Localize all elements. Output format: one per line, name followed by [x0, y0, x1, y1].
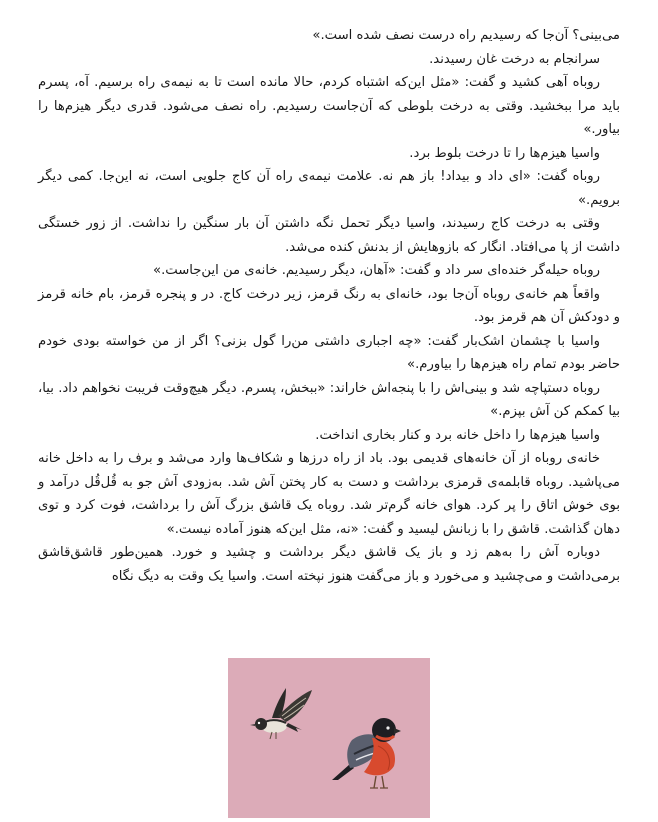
paragraph: خانه‌ی روباه از آن خانه‌های قدیمی بود. باد از راه درزها و شکاف‌ها وارد می‌شد و برف را به داخل خانه می‌پاشید. روباه قابلمه‌ی قرمزی برداشت و دست به کار پختن آش شد. به‌زودی آش جو به قُل‌قُل درآمد و بوی خوش اتاق را پر کرد. هوای خانه گرم‌تر شد. روباه یک قاشق بزرگ آش را برداشت، فوت کرد و توی دهان گذاشت. قاشق را با زبانش لیسید و گفت: «نه، مثل این‌که هنوز آماده نیست.»: [38, 451, 620, 537]
story-text: [38, 24, 620, 588]
paragraph: وقتی به درخت کاج رسیدند، واسیا دیگر تحمل نگه داشتن آن بار سنگین را نداشت. از زور خستگی داشت از پا می‌افتاد. انگار که بازوهایش از بدنش کنده می‌شد.: [38, 216, 620, 255]
paragraph: دوباره آش را به‌هم زد و باز یک قاشق دیگر برداشت و چشید و خورد. همین‌طور قاشق‌قاشق برمی‌داشت و می‌چشید و می‌خورد و باز می‌گفت هنوز نپخته است. واسیا یک وقت به دیگ نگاه: [38, 545, 620, 584]
paragraph: روباه گفت: «ای داد و بیداد! باز هم نه. علامت نیمه‌ی راه آن کاج جلویی است، نه این‌جا. کمی دیگر برویم.»: [38, 169, 620, 208]
birds-drawing: [228, 658, 430, 818]
paragraph: واقعاً هم خانه‌ی روباه آن‌جا بود، خانه‌ای به رنگ قرمز، زیر درخت کاج. در و پنجره قرمز، بام خانه قرمز و دودکش آن هم قرمز بود.: [38, 286, 620, 325]
illustration-wash: [228, 658, 430, 818]
paragraph: می‌بینی؟ آن‌جا که رسیدیم راه درست نصف شده است.»: [312, 28, 620, 43]
paragraph: روباه آهی کشید و گفت: «مثل این‌که اشتباه کردم، حالا مانده است تا به نیمه‌ی راه برسیم. آه، پسرم باید مرا ببخشید. وقتی به درخت بلوطی که آن‌جاست رسیدیم. راه نصف می‌شود. قدری دیگر هیزم‌ها را بیاور.»: [38, 75, 620, 137]
paragraph: واسیا با چشمان اشک‌بار گفت: «چه اجباری داشتی من‌را گول بزنی؟ اگر از من خواسته بودی خودم حاضر بودم تمام راه هیزم‌ها را بیاورم.»: [38, 333, 620, 372]
birds-illustration: [228, 658, 430, 818]
paragraph: واسیا هیزم‌ها را تا درخت بلوط برد.: [409, 145, 600, 161]
paragraph: سرانجام به درخت غان رسیدند.: [429, 51, 600, 67]
paragraph: روباه حیله‌گر خنده‌ای سر داد و گفت: «آهان، دیگر رسیدیم. خانه‌ی من این‌جاست.»: [153, 263, 600, 278]
paragraph: واسیا هیزم‌ها را داخل خانه برد و کنار بخاری انداخت.: [315, 427, 600, 443]
paragraph: روباه دستپاچه شد و بینی‌اش را با پنجه‌اش خاراند: «ببخش، پسرم. دیگر هیچ‌وقت فریبت نخواهم داد. بیا، بیا کمکم کن آش بپزم.»: [38, 380, 620, 419]
